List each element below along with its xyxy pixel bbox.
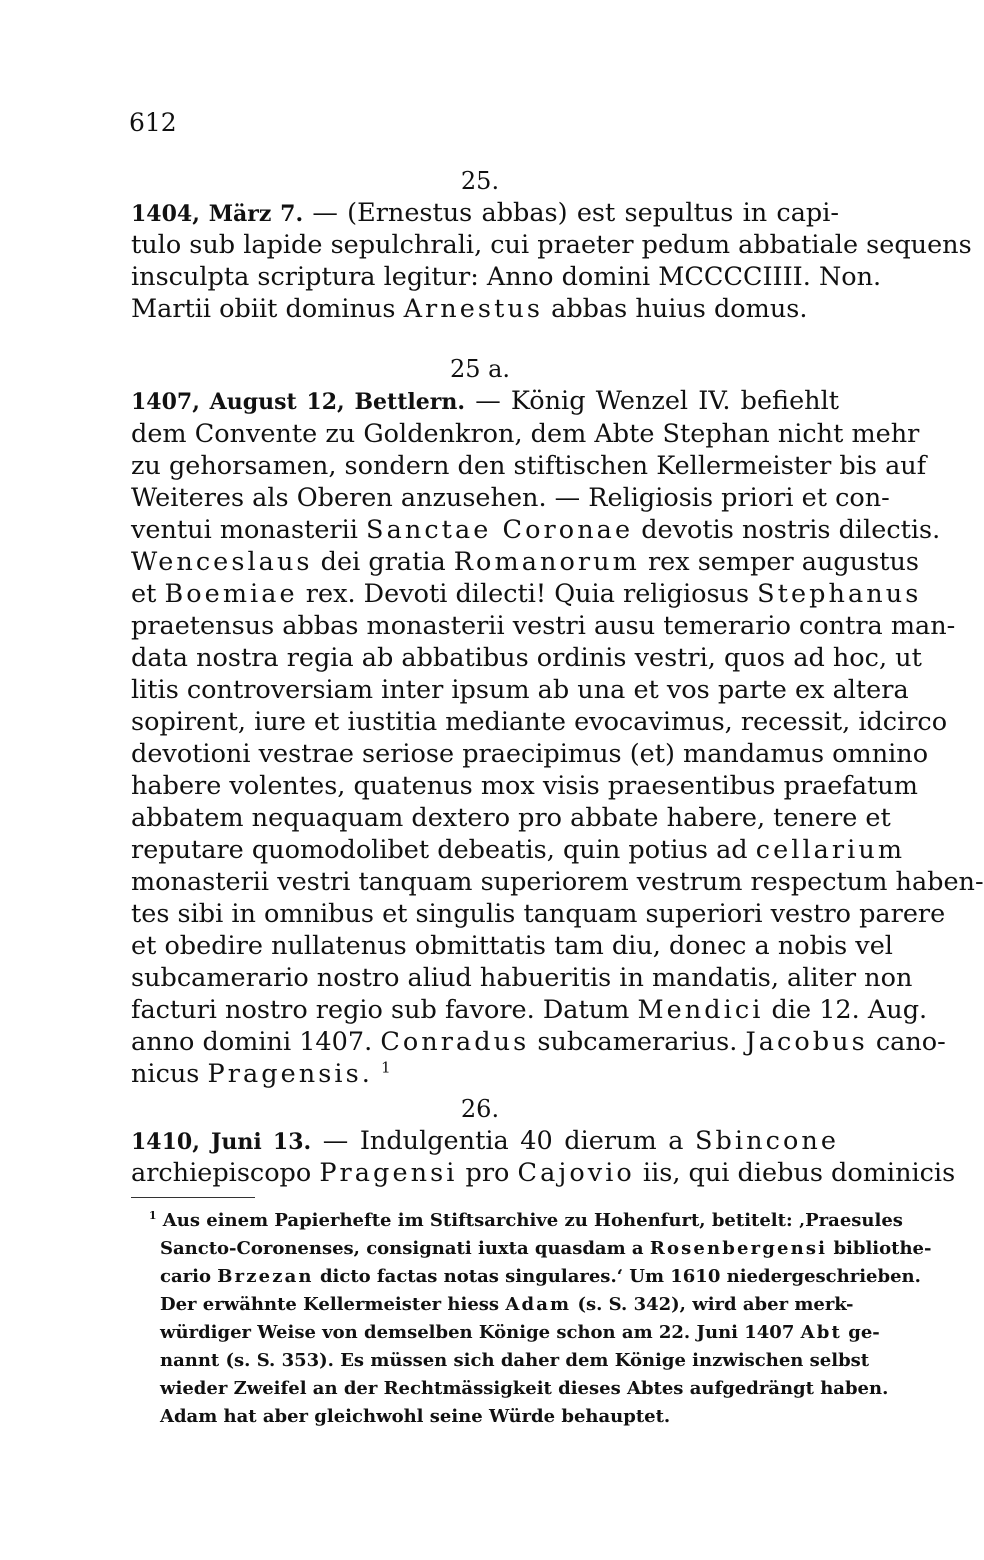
footnote-line-1: $^1$ Aus einem Papierhefte im Stiftsarchive zu Hohenfurt, betitelt: ‚Praesules <box>149 1209 903 1231</box>
doc-25a-line-7: et Boemiae rex. Devoti dilecti! Quia religiosus Stephanus <box>131 579 922 609</box>
doc-25a-line-12: devotioni vestrae seriose praecipimus (et) mandamus omnino <box>131 739 929 769</box>
doc-25a-line-8: praetensus abbas monasterii vestri ausu temerario contra man- <box>131 611 956 641</box>
doc-25-date: 1404, März 7. <box>131 201 304 227</box>
doc-25-line-3: insculpta scriptura legitur: Anno domini MCCCCIIII. Non. <box>131 262 882 292</box>
doc-25a-line-10: litis controversiam inter ipsum ab una et vos parte ex altera <box>131 675 909 705</box>
doc-25a-line-18: et obedire nullatenus obmittatis tam diu, donec a nobis vel <box>131 931 893 961</box>
footnote-mark: 1 <box>149 1209 157 1222</box>
footnote-line-8: Adam hat aber gleichwohl seine Würde behauptet. <box>160 1406 671 1427</box>
doc-25a-line-16: monasterii vestri tanquam superiorem vestrum respectum haben- <box>131 867 984 897</box>
doc-26-number: 26. <box>460 1095 500 1123</box>
doc-25a-line-3: zu gehorsamen, sondern den stiftischen Kellermeister bis auf <box>131 451 927 481</box>
doc-25-line-2: tulo sub lapide sepulchrali, cui praeter pedum abbatiale sequens <box>131 230 972 260</box>
footnote-line-6: nannt (s. S. 353). Es müssen sich daher dem Könige inzwischen selbst <box>160 1350 870 1371</box>
doc-25a-line-9: data nostra regia ab abbatibus ordinis vestri, quos ad hoc, ut <box>131 643 922 673</box>
doc-25a-line-2: dem Convente zu Goldenkron, dem Abte Stephan nicht mehr <box>131 419 920 449</box>
doc-26-line-1: 1410, Juni 13. — Indulgentia 40 dierum a Sbincone <box>131 1126 839 1156</box>
page-number: 612 <box>129 108 177 137</box>
footnote-divider <box>131 1197 255 1198</box>
doc-25a-date: 1407, August 12, Bettlern. <box>131 389 465 415</box>
doc-25-number: 25. <box>460 167 500 195</box>
doc-25a-line-21: anno domini 1407. Conradus subcamerarius. Jacobus cano- <box>131 1027 946 1057</box>
footnote-line-5: würdiger Weise von demselben Könige schon am 22. Juni 1407 Abt ge- <box>160 1322 880 1343</box>
doc-25a-line-14: abbatem nequaquam dextero pro abbate habere, tenere et <box>131 803 891 833</box>
doc-25a-line-11: sopirent, iure et iustitia mediante evocavimus, recessit, idcirco <box>131 707 948 737</box>
doc-25a-line-19: subcamerario nostro aliud habueritis in mandatis, aliter non <box>131 963 913 993</box>
footnote-reference: 1 <box>381 1058 391 1077</box>
doc-25a-line-1: 1407, August 12, Bettlern. — König Wenzel IV. befiehlt <box>131 386 839 416</box>
doc-25-line-1: 1404, März 7. — (Ernestus abbas) est sepultus in capi- <box>131 198 839 228</box>
footnote-line-2: Sancto-Coronenses, consignati iuxta quasdam a Rosenbergensi bibliothe- <box>160 1238 932 1259</box>
doc-25a-line-22: nicus Pragensis. $^1$ <box>131 1058 391 1089</box>
doc-25a-line-5: ventui monasterii Sanctae Coronae devotis nostris dilectis. <box>131 515 941 545</box>
doc-25a-line-20: facturi nostro regio sub favore. Datum Mendici die 12. Aug. <box>131 995 928 1025</box>
footnote-line-7: wieder Zweifel an der Rechtmässigkeit dieses Abtes aufgedrängt haben. <box>160 1378 889 1399</box>
doc-26-date: 1410, Juni 13. <box>131 1129 312 1155</box>
doc-25a-line-17: tes sibi in omnibus et singulis tanquam superiori vestro parere <box>131 899 946 929</box>
doc-25a-line-13: habere volentes, quatenus mox visis praesentibus praefatum <box>131 771 918 801</box>
footnote-line-4: Der erwähnte Kellermeister hiess Adam (s. S. 342), wird aber merk- <box>160 1294 854 1315</box>
doc-25a-number: 25 a. <box>449 355 511 383</box>
doc-25a-line-4: Weiteres als Oberen anzusehen. — Religiosis priori et con- <box>131 483 890 513</box>
doc-25-line-4: Martii obiit dominus Arnestus abbas huius domus. <box>131 294 808 324</box>
footnote-line-3: cario Brzezan dicto factas notas singulares.‘ Um 1610 niedergeschrieben. <box>160 1266 921 1287</box>
doc-25a-line-15: reputare quomodolibet debeatis, quin potius ad cellarium <box>131 835 906 865</box>
doc-25a-line-6: Wenceslaus dei gratia Romanorum rex semper augustus <box>131 547 919 577</box>
doc-26-line-2: archiepiscopo Pragensi pro Cajovio iis, qui diebus dominicis <box>131 1158 956 1188</box>
